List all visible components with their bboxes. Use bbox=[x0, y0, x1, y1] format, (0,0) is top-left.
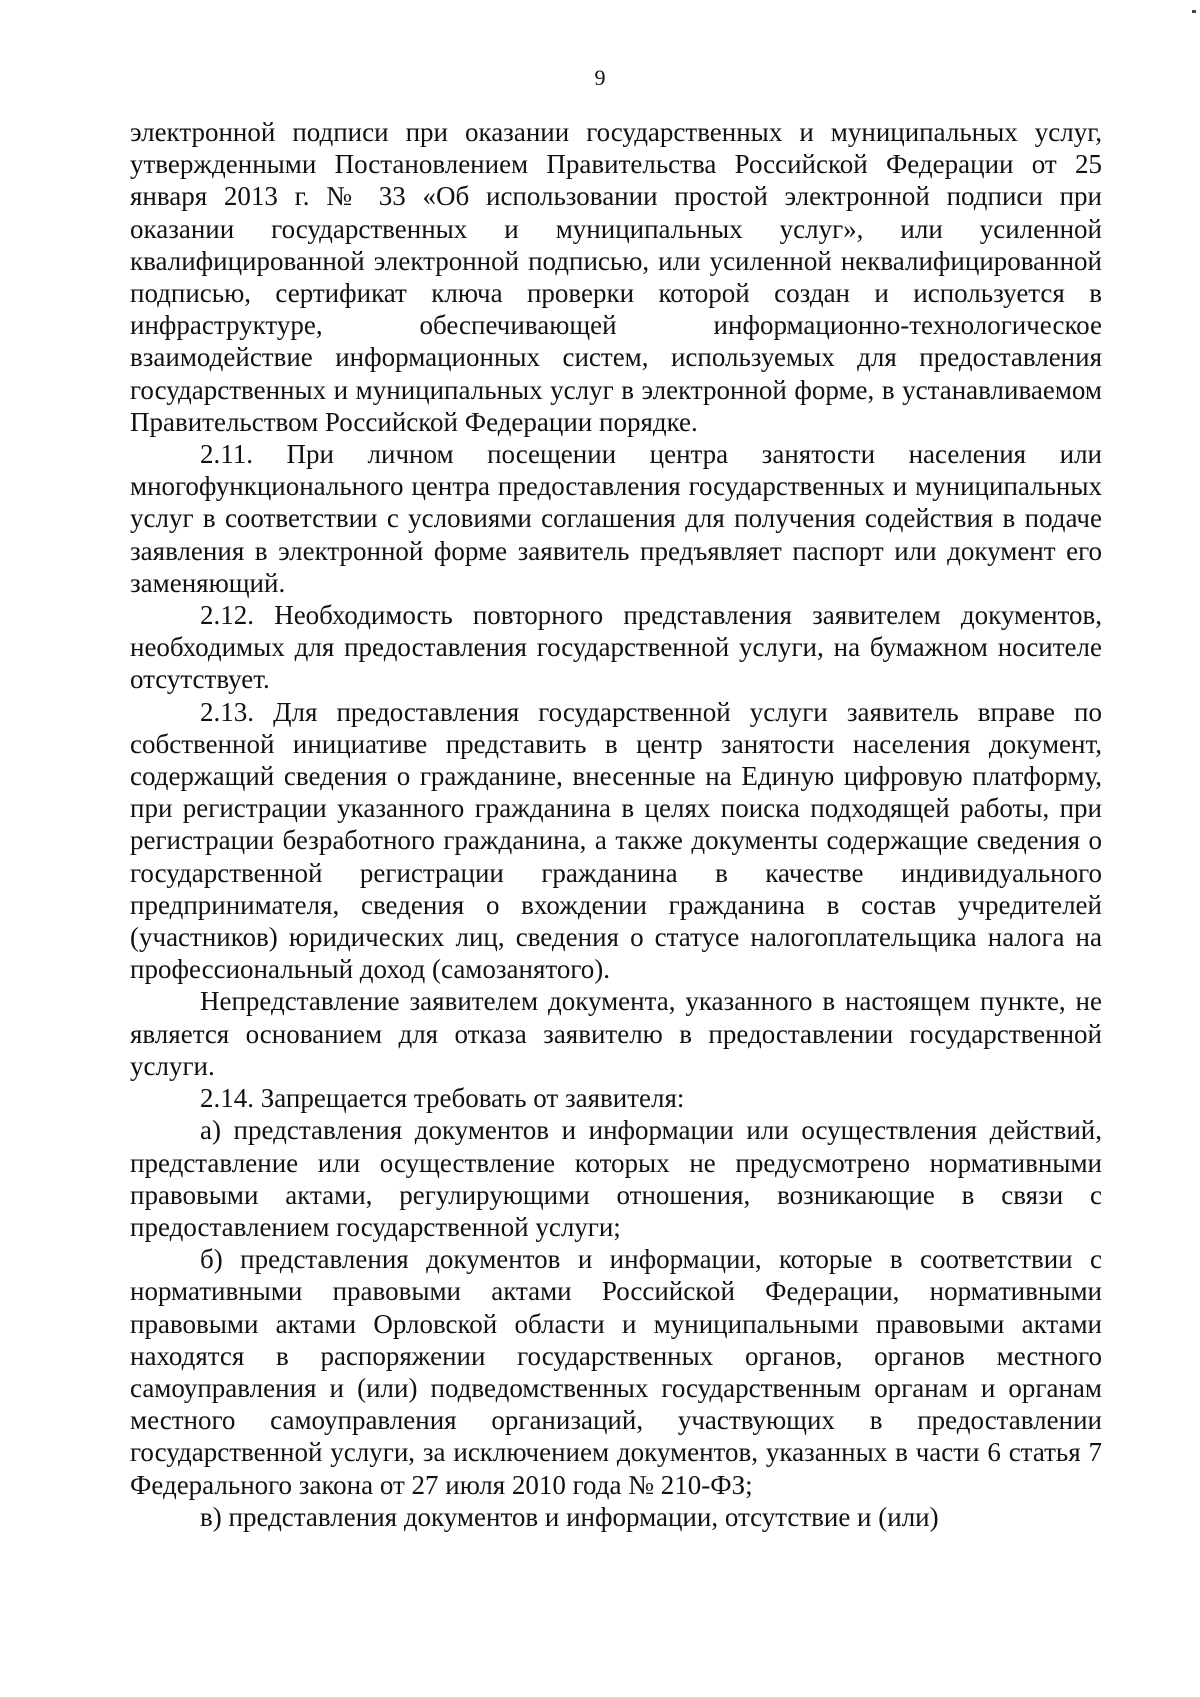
page-number: 9 bbox=[594, 65, 606, 90]
paragraph-2-13: 2.13. Для предоставления государственной услуги заявитель вправе по собственной инициативе представить в центр занятости населения документ, содержащий сведения о гражданине, внесенные на Единую цифровую платформу, при регистрации указанного гражданина в целях поиска подходящей работы, при регистрации безработного гражданина, а также документы содержащие сведения о государственной регистрации гражданина в качестве индивидуального предпринимателя, сведения о вхождении гражданина в состав учредителей (участников) юридических лиц, сведения о статусе налогоплательщика налога на профессиональный доход (самозанятого). bbox=[130, 696, 1102, 985]
paragraph-2-11: 2.11. При личном посещении центра занятости населения или многофункционального центра предоставления государственных и муниципальных услуг в соответствии с условиями соглашения для получения содействия в подаче заявления в электронной форме заявитель предъявляет паспорт или документ его заменяющий. bbox=[130, 439, 1102, 598]
document-body bbox=[130, 116, 1102, 1533]
paragraph-non-submission: Непредставление заявителем документа, указанного в настоящем пункте, не является основанием для отказа заявителю в предоставлении государственной услуги. bbox=[130, 986, 1102, 1081]
paragraph-2-12: 2.12. Необходимость повторного представления заявителем документов, необходимых для предоставления государственной услуги, на бумажном носителе отсутствует. bbox=[130, 600, 1102, 695]
scan-artifact-mark bbox=[1192, 10, 1196, 13]
list-item-v: в) представления документов и информации, отсутствие и (или) bbox=[200, 1501, 939, 1532]
paragraph-2-14: 2.14. Запрещается требовать от заявителя: bbox=[200, 1083, 685, 1114]
list-item-a: а) представления документов и информации или осуществления действий, представление или осуществление которых не предусмотрено нормативными правовыми актами, регулирующими отношения, возникающие в связи с предоставлением государственной услуги; bbox=[130, 1115, 1102, 1242]
list-item-b: б) представления документов и информации, которые в соответствии с нормативными правовыми актами Российской Федерации, нормативными правовыми актами Орловской области и муниципальными правовыми актами находятся в распоряжении государственных органов, органов местного самоуправления и (или) подведомственных государственным органам и органам местного самоуправления организаций, участвующих в предоставлении государственной услуги, за исключением документов, указанных в части 6 статья 7 Федерального закона от 27 июля 2010 года № 210-ФЗ; bbox=[130, 1244, 1102, 1500]
paragraph-continuation: электронной подписи при оказании государственных и муниципальных услуг, утвержденными Постановлением Правительства Российской Федерации от 25 января 2013 г. № 33 «Об использовании простой электронной подписи при оказании государственных и муниципальных услуг», или усиленной квалифицированной электронной подписью, или усиленной неквалифицированной подписью, сертификат ключа проверки которой создан и используется в инфраструктуре, обеспечивающей информационно-технологическое взаимодействие информационных систем, используемых для предоставления государственных и муниципальных услуг в электронной форме, в устанавливаемом Правительством Российской Федерации порядке. bbox=[130, 117, 1102, 437]
